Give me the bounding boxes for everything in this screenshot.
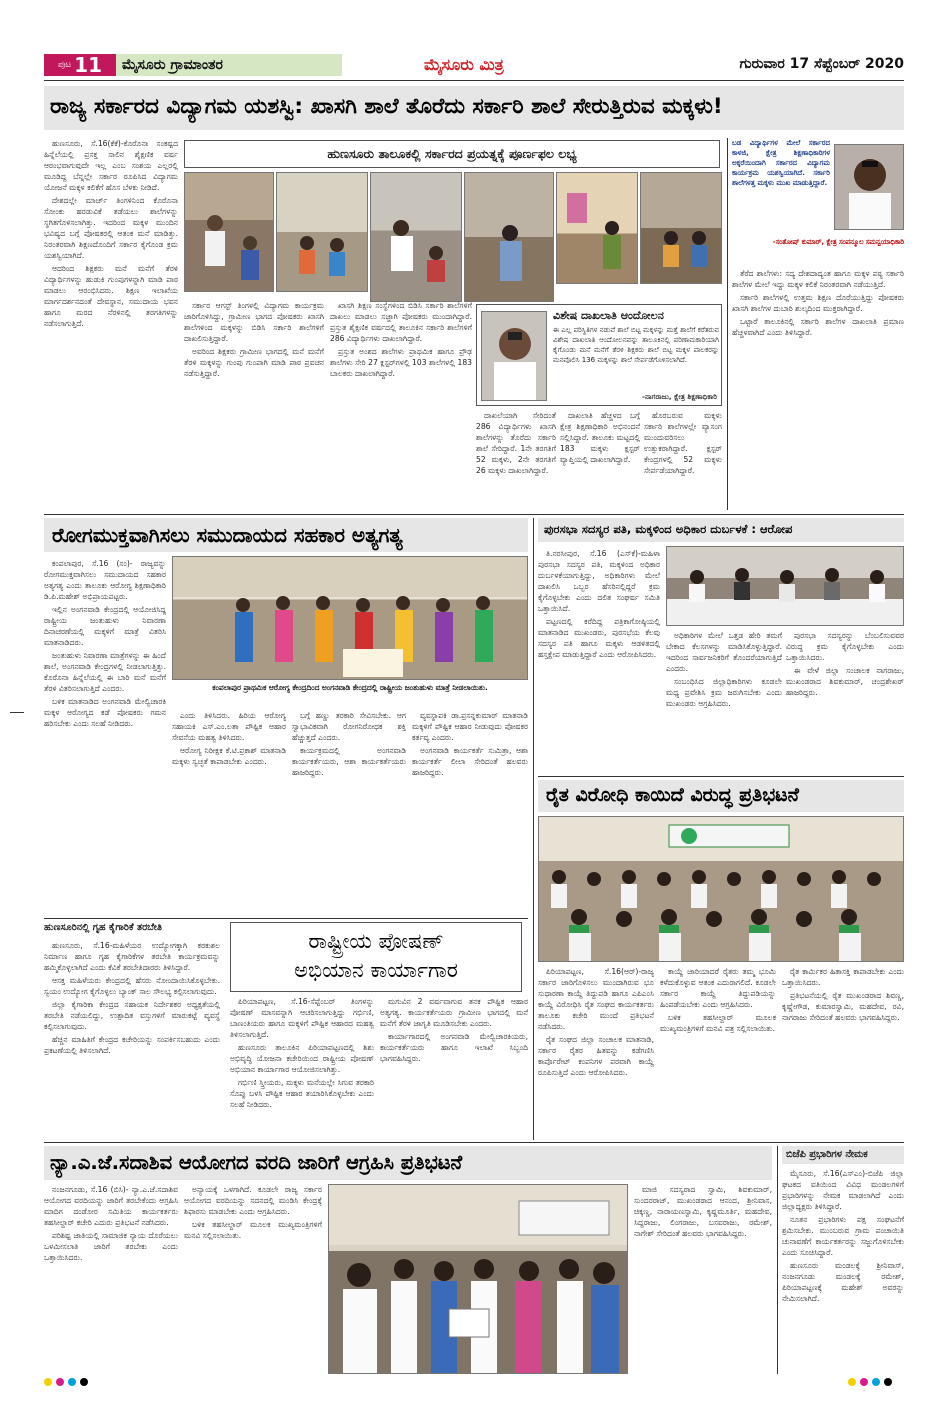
classroom-photo-3 (370, 172, 462, 302)
industry-p3: ಜಿಲ್ಲಾ ಕೈಗಾರಿಕಾ ಕೇಂದ್ರದ ಸಹಾಯಕ ನಿರ್ದೇಶಕರ ಅಧ್ಯಕ್ಷತೆಯಲ್ಲಿ ತರಬೇತಿ ನಡೆಯಲಿದ್ದು, ಉತ್ಪಾದಿತ ವಸ್ತುಗಳಿಗೆ ಮಾರುಕಟ್ಟೆ ವ್ಯವಸ್ಥೆ ಕಲ್ಪಿಸಲಾಗುವುದು. (44, 1000, 220, 1031)
section-name (116, 54, 342, 76)
story-bjp-headline: ಬಿಜೆಪಿ ಪ್ರಭಾರಿಗಳ ನೇಮಕ (786, 1149, 868, 1160)
rule-story4-top (538, 776, 904, 777)
story-farmers-col-1 (538, 966, 654, 1140)
lead-subhead-text: ಹುಣಸೂರು ತಾಲೂಕಲ್ಲಿ ಸರ್ಕಾರದ ಪ್ರಯತ್ನಕ್ಕೆ ಪೂರ್ಣಫಲ ಲಭ್ಯ (327, 146, 577, 161)
profile-heading: ವಿಶೇಷ ದಾಖಲಾತಿ ಆಂದೋಲನ (553, 309, 664, 322)
story-health-headline: ರೋಗಮುಕ್ತವಾಗಿಸಲು ಸಮುದಾಯದ ಸಹಕಾರ ಅತ್ಯಗತ್ಯ (52, 523, 403, 547)
story-commission-col-2 (184, 1184, 322, 1372)
bjp-p2: ನೂತನ ಪ್ರಭಾರಿಗಳು ಪಕ್ಷ ಸಂಘಟನೆಗೆ ಶ್ರಮಿಸಬೇಕು. ಮುಂಬರುವ ಗ್ರಾಮ ಪಂಚಾಯಿತಿ ಚುನಾವಣೆಗೆ ಕಾರ್ಯಕರ್ತರನ್ನು ಸಜ್ಜುಗೊಳಿಸಬೇಕು ಎಂದು ಸೂಚಿಸಿದ್ದಾರೆ. (782, 1215, 904, 1257)
nutrition-p2: ಹುಣಸೂರು ತಾಲೂಕಿನ ಪಿರಿಯಾಪಟ್ಟಣದಲ್ಲಿ ಶಿಶು ಅಭಿವೃದ್ಧಿ ಯೋಜನಾ ಕಚೇರಿಯಿಂದ ರಾಷ್ಟ್ರೀಯ ಪೋಷಣ್ ಅಭಿಯಾನ ಕಾರ್ಯಾಗಾರ ಆಯೋಜಿಸಲಾಗಿತ್ತು. (230, 1043, 374, 1074)
health-p1: ಕಂಪಲಾಪುರ, ಸೆ.16 (ಸಂ)- ರಾಜ್ಯವನ್ನು ರೋಗಮುಕ್ತವಾಗಿಸಲು ಸಮುದಾಯದ ಸಹಕಾರ ಅತ್ಯಗತ್ಯ ಎಂದು ತಾಲೂಕು ಆರೋಗ್ಯ ಶಿಕ್ಷಣಾಧಿಕಾರಿ ಡಿ.ಪಿ.ಮಹೇಶ್ ಅಭಿಪ್ರಾಯಪಟ್ಟರು. (44, 559, 166, 601)
nutrition-headline-2: ಅಭಿಯಾನ ಕಾರ್ಯಾಗಾರ (294, 958, 458, 982)
dot-magenta (56, 1378, 64, 1386)
classroom-photo-1 (184, 172, 274, 292)
classroom-photo-6 (640, 172, 722, 284)
page-number: 11 (74, 53, 103, 77)
health-col2-p2: ಆರೋಗ್ಯ ನಿರೀಕ್ಷಕ ಕೆ.ಟಿ.ಪ್ರಕಾಶ್ ಮಾತನಾಡಿ ಮಕ್ಕಳು ಸ್ವಚ್ಛತೆ ಕಾಪಾಡಬೇಕು ಎಂದರು. (172, 746, 286, 766)
commission-col2-p1: ಅನ್ಯಾಯಕ್ಕೆ ಒಳಗಾಗಿದೆ. ಕೂಡಲೇ ರಾಜ್ಯ ಸರ್ಕಾರ ಆಯೋಗದ ವರದಿಯನ್ನು ಸದನದಲ್ಲಿ ಮಂಡಿಸಿ ಕೇಂದ್ರಕ್ಕೆ ಶಿಫಾರಸು ಮಾಡಬೇಕು ಎಂದು ಆಗ್ರಹಿಸಿದರು. (184, 1185, 322, 1216)
farmers-col3-p1: ರೈತ ಕಾರ್ಮಿಕರ ಹಿತಾಸಕ್ತಿ ಕಾಪಾಡಬೇಕು ಎಂದು ಒತ್ತಾಯಿಸಿದರು. (782, 967, 904, 987)
story-commission-headline-band (44, 1146, 772, 1180)
sidebar-text (732, 268, 904, 510)
lead-col-2 (184, 300, 324, 510)
story-industry-headline: ಹುಣಸೂರಿನಲ್ಲಿ ಗೃಹ ಕೈಗಾರಿಕೆ ತರಬೇತಿ (44, 922, 162, 933)
story-nutrition-col-2 (380, 996, 528, 1140)
section-rule-2 (44, 1142, 904, 1143)
health-col4-p2: ಅಂಗನವಾಡಿ ಕಾರ್ಯಕರ್ತೆ ಸುಮಿತ್ರಾ, ಆಶಾ ಕಾರ್ಯಕರ್ತೆ ಲೀಲಾ ಸೇರಿದಂತೆ ಹಲವರು ಹಾಜರಿದ್ದರು. (412, 746, 528, 777)
farmers-col2-p2: ಬಳಿಕ ತಹಸೀಲ್ದಾರ್ ಮೂಲಕ ಮುಖ್ಯಮಂತ್ರಿಗಳಿಗೆ ಮನವಿ ಪತ್ರ ಸಲ್ಲಿಸಲಾಯಿತು. (660, 1013, 776, 1033)
lead-col-1 (44, 138, 178, 510)
vertical-divider-bottom (777, 1146, 778, 1374)
masthead (44, 52, 904, 80)
issue-date: ಗುರುವಾರ 17 ಸೆಪ್ಟೆಂಬರ್ 2020 (739, 56, 904, 72)
nutrition-headline-1: ರಾಷ್ಟ್ರೀಯ ಪೋಷಣ್ (308, 929, 444, 953)
sidebar-quote-box (732, 138, 904, 262)
lead-headline-band (44, 86, 904, 130)
press-meet-photo (666, 546, 904, 626)
lead-bottom-p1: ದಾಖಲೆಯಾಗಿ ಸೇರಿದಂತೆ 286 ವಿದ್ಯಾರ್ಥಿಗಳು ಖಾಸಗಿ ಶಾಲೆಗಳನ್ನು ತೊರೆದು ಸರ್ಕಾರಿ ಶಾಲೆ ಸೇರಿದ್ದಾರೆ. 1ನೇ ತರಗತಿಗೆ 52 ಮಕ್ಕಳು, 2ನೇ ತರಗತಿಗೆ 26 ಮಕ್ಕಳು ದಾಖಲಾಗಿದ್ದಾರೆ. (476, 411, 556, 475)
council-p1: ತಿ.ನರಸೀಪುರ, ಸೆ.16 (ಎಸ್‌ಕೆ)-ಮಹಿಳಾ ಪುರಸಭಾ ಸದಸ್ಯರ ಪತಿ, ಮಕ್ಕಳಿಂದ ಅಧಿಕಾರ ದುರ್ಬಳಕೆಯಾಗುತ್ತಿದ್ದು, ಅಧಿಕಾರಿಗಳು ಮೇಲೆ ದಾಖಲಿಸಿ ಒಬ್ಬರ ಹೆಸರಿನಲ್ಲಿದ್ದರೆ ಕ್ರಮ ಕೈಗೊಳ್ಳಬೇಕು ಎಂದು ದಲಿತ ಸಂಘರ್ಷ ಸಮಿತಿ ಒತ್ತಾಯಿಸಿದೆ. (538, 549, 660, 613)
dot-black (884, 1378, 892, 1386)
story-industry-body (44, 940, 220, 1140)
story-commission-col-3 (634, 1184, 772, 1372)
health-col3-p1: ಬಗ್ಗೆ ಹಣ್ಣು ತರಕಾರಿ ಸೇವಿಸಬೇಕು. ಆಗ ಸ್ವಾಭಾವಿಕವಾಗಿ ರೋಗನಿರೋಧಕ ಶಕ್ತಿ ಹೆಚ್ಚುತ್ತದೆ ಎಂದರು. (292, 711, 406, 742)
lead-subhead (184, 140, 720, 168)
lead-bottom-p3: ಹೊರಬರುವ ಮಕ್ಕಳು ಸರ್ಕಾರಿ ಶಾಲೆಗಳಲ್ಲೇ ವ್ಯಾಸಂಗ ಮುಂದುವರಿಸಲು ಉತ್ಸುಕರಾಗಿದ್ದಾರೆ. ಕ್ಲಸ್ಟರ್ ಕೇಂದ್ರಗಳಲ್ಲಿ 52 ಮಕ್ಕಳು ಸೇರ್ಪಡೆಯಾಗಿದ್ದಾರೆ. (644, 411, 722, 475)
story-council-headline-band (538, 518, 904, 542)
commission-p2: ಪರಿಶಿಷ್ಟ ಜಾತಿಯಲ್ಲಿ ಸಾಮಾಜಿಕ ನ್ಯಾಯ ದೊರೆಯಲು ಒಳಮೀಸಲಾತಿ ಜಾರಿಗೆ ತರಬೇಕು ಎಂದು ಒತ್ತಾಯಿಸಿದರು. (44, 1231, 178, 1262)
sidebar-quote: ಬಡ ವಿದ್ಯಾರ್ಥಿಗಳ ಮೇಲೆ ಸರ್ಕಾರದ ಕಾಳಜಿ, ಕ್ಷೇತ್ರ ಶಿಕ್ಷಣಾಧಿಕಾರಿಗಳ ಅಕ್ಕರೆಯಿಂದಾಗಿ ಸರ್ಕಾರದ ವಿದ್ಯಾಗಮ ಕಾರ್ಯಕ್ರಮ ಯಶಸ್ವಿಯಾಗಿದೆ. ಸರ್ಕಾರಿ ಶಾಲೆಗಳತ್ತ ಮಕ್ಕಳು ಮುಖ ಮಾಡುತ್ತಿದ್ದಾರೆ. (732, 139, 830, 187)
classroom-photo-2 (276, 172, 368, 292)
rule-story5-top (44, 918, 528, 919)
farmers-p1: ಪಿರಿಯಾಪಟ್ಟಣ, ಸೆ.16(ಆರ್)-ರಾಜ್ಯ ಸರ್ಕಾರ ಜಾರಿಗೊಳಿಸಲು ಮುಂದಾಗಿರುವ ಭೂ ಸುಧಾರಣಾ ಕಾಯ್ದೆ ತಿದ್ದುಪಡಿ ಹಾಗೂ ಎಪಿಎಂಸಿ ಕಾಯ್ದೆ ವಿರೋಧಿಸಿ ರೈತ ಸಂಘದ ಕಾರ್ಯಕರ್ತರು ತಾಲೂಕು ಕಚೇರಿ ಮುಂದೆ ಪ್ರತಿಭಟನೆ ನಡೆಸಿದರು. (538, 967, 654, 1031)
commission-protest-photo (328, 1184, 628, 1374)
profile-text: ಈ ಎಲ್ಲ ಪರಿಸ್ಥಿತಿಗಳ ನಡುವೆ ಶಾಲೆ ಬಿಟ್ಟ ಮಕ್ಕಳನ್ನು ಮತ್ತೆ ಶಾಲೆಗೆ ಕರೆತರುವ ವಿಶೇಷ ದಾಖಲಾತಿ ಆಂದೋಲನವನ್ನು ತಾಲೂಕಿನಲ್ಲಿ ಪರಿಣಾಮಕಾರಿಯಾಗಿ ಕೈಗೊಂಡು ಮನೆ ಮನೆಗೆ ತೆರಳಿ ಶಿಕ್ಷಕರು ಶಾಲೆ ಬಿಟ್ಟ ಮಕ್ಕಳ ಪಾಲಕರನ್ನು ಮನವೊಲಿಸಿ 136 ಮಕ್ಕಳನ್ನು ಶಾಲೆ ಸೇರ್ಪಡೆಗೊಳಿಸಲಾಗಿದೆ. (553, 326, 719, 364)
page-number-badge (44, 54, 116, 76)
lead-p3: ಆದರಿಂದ ಶಿಕ್ಷಕರು ಮನೆ ಮನೆಗೆ ತೆರಳಿ ವಿದ್ಯಾರ್ಥಿಗಳನ್ನು ಹುಡುಕಿ ಗುಂಪುಗಳನ್ನಾಗಿ ಮಾಡಿ ಪಾಠ ಮಾಡಲು ಆರಂಭಿಸಿದರು. ಶಿಕ್ಷಣ ಇಲಾಖೆಯ ಮಾರ್ಗದರ್ಶನದಂತೆ ದೇವಸ್ಥಾನ, ಸಮುದಾಯ ಭವನ ಹಾಗೂ ಮರದ ನೆರಳಿನಲ್ಲಿ ತರಗತಿಗಳನ್ನು ನಡೆಸಲಾಗುತ್ತಿದೆ. (44, 264, 178, 328)
dot-cyan (68, 1378, 76, 1386)
section-label: ಮೈಸೂರು ಗ್ರಾಮಾಂತರ (122, 57, 223, 73)
story-council-headline: ಪುರಸಭಾ ಸದಸ್ಯರ ಪತಿ, ಮಕ್ಕಳಿಂದ ಅಧಿಕಾರ ದುರ್ಬಳಕೆ : ಆರೋಪ (544, 522, 793, 536)
officer-profile-box (476, 304, 722, 406)
sidebar-quote-sign: -ಸಂತೋಷ್ ಕುಮಾರ್, ಕ್ಷೇತ್ರ ಸಂಪನ್ಮೂಲ ಸಮನ್ವಯಾಧಿಕಾರಿ (772, 238, 904, 246)
paper-name: ಮೈಸೂರು ಮಿತ್ರ (424, 55, 504, 74)
commission-col3-p1: ಮಾಜಿ ಸದಸ್ಯರಾದ ಸ್ವಾಮಿ, ಶಿವಕುಮಾರ್, ಸುಂದರರಾಜ್, ಮುಖಂಡರಾದ ಆನಂದ, ಶ್ರೀನಿವಾಸ, ಚಿಕ್ಕಣ್ಣ, ನಾರಾಯಣಸ್ವಾಮಿ, ಕೃಷ್ಣಮೂರ್ತಿ, ಮಹದೇವ, ಸಿದ್ದರಾಜು, ಲಿಂಗರಾಜು, ಬಸವರಾಜು, ರಮೇಶ್, ನಾಗೇಶ್ ಸೇರಿದಂತೆ ಹಲವರು ಭಾಗವಹಿಸಿದ್ದರು. (634, 1185, 772, 1238)
sidebar-p1: ತೆರೆದ ಶಾಲೆಗಳು: ಸದ್ಯ ದೇಶದಾದ್ಯಂತ ಹಾಗೂ ಮಕ್ಕಳ ಪಠ್ಯ ಸರ್ಕಾರಿ ಶಾಲೆಗಳ ಮೇಲೆ ಇದ್ದು ಮಕ್ಕಳ ಕಲಿಕೆ ನಿರಂತರವಾಗಿ ನಡೆಯುತ್ತಿದೆ. (732, 269, 904, 289)
registration-dots-right (848, 1378, 892, 1386)
industry-p2: ಆಸಕ್ತ ಮಹಿಳೆಯರು ಕೇಂದ್ರದಲ್ಲಿ ಹೆಸರು ನೋಂದಾಯಿಸಿಕೊಳ್ಳಬೇಕು. ಸ್ವಯಂ ಉದ್ಯೋಗ ಕೈಗೊಳ್ಳಲು ಬ್ಯಾಂಕ್ ಸಾಲ ಸೌಲಭ್ಯ ಕಲ್ಪಿಸಲಾಗುವುದು. (44, 976, 220, 996)
industry-p1: ಹುಣಸೂರು, ಸೆ.16-ಮಹಿಳೆಯರ ಉದ್ಯೋಗಕ್ಕಾಗಿ ಕರಕುಶಲ ನಿರ್ಮಾಣ ಹಾಗೂ ಗೃಹ ಕೈಗಾರಿಕೆಗಳ ತರಬೇತಿ ಕಾರ್ಯಕ್ರಮವನ್ನು ಹಮ್ಮಿಕೊಳ್ಳಲಾಗಿದೆ ಎಂದು ಕೆವಿಕೆ ತರಬೇತಿದಾರರು ತಿಳಿಸಿದ್ದಾರೆ. (44, 941, 220, 972)
officer-portrait (481, 311, 547, 401)
story-council-col-3 (786, 630, 904, 772)
story-health-col-3 (292, 710, 406, 914)
sidebar-p3: ಒಟ್ಟಾರೆ ತಾಲೂಕಿನಲ್ಲಿ ಸರ್ಕಾರಿ ಶಾಲೆಗಳ ದಾಖಲಾತಿ ಪ್ರಮಾಣ ಹೆಚ್ಚಳವಾಗಿದೆ ಎಂದು ತಿಳಿಸಿದ್ದಾರೆ. (732, 317, 904, 337)
health-col4-p1: ವ್ಯವಸ್ಥಾಪಕಿ ಡಾ.ಪ್ರಸನ್ನಕುಮಾರ್ ಮಾತನಾಡಿ ಮಕ್ಕಳಿಗೆ ಪೌಷ್ಟಿಕ ಆಹಾರ ನೀಡುವುದು ಪೋಷಕರ ಕರ್ತವ್ಯ ಎಂದರು. (412, 711, 528, 742)
classroom-photo-5 (556, 172, 638, 284)
story-commission-headline: ನ್ಯಾ.ಎ.ಜೆ.ಸದಾಶಿವ ಆಯೋಗದ ವರದಿ ಜಾರಿಗೆ ಆಗ್ರಹಿಸಿ ಪ್ರತಿಭಟನೆ (50, 1151, 463, 1174)
deworming-event-photo (172, 556, 528, 680)
section-rule-1 (44, 514, 904, 515)
coordinator-portrait (834, 144, 904, 230)
story-farmers-col-2 (660, 966, 776, 1140)
lead-col-3 (330, 300, 472, 510)
lead-bottom-3 (644, 410, 722, 510)
nutrition-col2-p2: ಕಾರ್ಯಾಗಾರದಲ್ಲಿ ಅಂಗನವಾಡಿ ಮೇಲ್ವಿಚಾರಕಿಯರು, ಕಾರ್ಯಕರ್ತೆಯರು ಹಾಗೂ ಇಲಾಖೆ ಸಿಬ್ಬಂದಿ ಭಾಗವಹಿಸಿದ್ದರು. (380, 1032, 528, 1063)
story-farmers-headline-band (538, 780, 904, 812)
health-col2-p1: ಎಂದು ತಿಳಿಸಿದರು. ಹಿರಿಯ ಆರೋಗ್ಯ ಸಹಾಯಕಿ ಎಸ್.ಎಂ.ಲತಾ ಪೌಷ್ಟಿಕ ಆಹಾರ ಸೇವನೆಯ ಮಹತ್ವ ತಿಳಿಸಿದರು. (172, 711, 286, 742)
farmers-col2-p1: ಕಾಯ್ದೆ ಜಾರಿಯಾದರೆ ರೈತರು ತಮ್ಮ ಭೂಮಿ ಕಳೆದುಕೊಳ್ಳುವ ಆತಂಕ ಎದುರಾಗಲಿದೆ. ಕೂಡಲೇ ಸರ್ಕಾರ ಕಾಯ್ದೆ ತಿದ್ದುಪಡಿಯನ್ನು ಹಿಂಪಡೆಯಬೇಕು ಎಂದು ಆಗ್ರಹಿಸಿದರು. (660, 967, 776, 1009)
council-col2-p1: ಅಧಿಕಾರಿಗಳ ಮೇಲೆ ಒತ್ತಡ ಹೇರಿ ತಮಗೆ ಬೇಕಾದ ಕೆಲಸಗಳನ್ನು ಮಾಡಿಸಿಕೊಳ್ಳುತ್ತಿದ್ದಾರೆ. ಇದರಿಂದ ಸಾರ್ವಜನಿಕರಿಗೆ ತೊಂದರೆಯಾಗುತ್ತಿದೆ ಎಂದರು. (666, 631, 782, 673)
farmers-col3-p2: ಪ್ರತಿಭಟನೆಯಲ್ಲಿ ರೈತ ಮುಖಂಡರಾದ ಶಿವಣ್ಣ, ಕೃಷ್ಣೇಗೌಡ, ಕುಮಾರಸ್ವಾಮಿ, ಮಹದೇವ, ರವಿ, ನಾಗರಾಜು ಸೇರಿದಂತೆ ಹಲವರು ಭಾಗವಹಿಸಿದ್ದರು. (782, 991, 904, 1022)
deworming-photo-caption: ಕಂಪಲಾಪುರ ಪ್ರಾಥಮಿಕ ಆರೋಗ್ಯ ಕೇಂದ್ರದಿಂದ ಅಂಗನವಾಡಿ ಕೇಂದ್ರದಲ್ಲಿ ರಾಷ್ಟ್ರೀಯ ಜಂತುಹುಳು ಮಾತ್ರೆ ನೀಡಲಾಯಿತು. (212, 683, 488, 692)
vertical-divider-mid (533, 518, 534, 1140)
lead-col3-p2: ಪ್ರಸ್ತುತ ಅಂಶದ ಶಾಲೆಗಳು ಪ್ರಾಥಮಿಕ ಹಾಗೂ ಪ್ರೌಢ ಶಾಲೆಗಳು ಸೇರಿ 27 ಕ್ಲಸ್ಟರ್‌ಗಳಲ್ಲಿ 103 ಶಾಲೆಗಳಲ್ಲಿ 183 ಬಾಲಕರು ದಾಖಲಾಗಿದ್ದಾರೆ. (330, 347, 472, 378)
dot-cyan (872, 1378, 880, 1386)
registration-dots-left (44, 1378, 88, 1386)
story-nutrition-col-1 (230, 996, 374, 1140)
story-health-headline-band (44, 518, 528, 552)
page-label: ಪುಟ (57, 60, 72, 70)
dot-yellow (44, 1378, 52, 1386)
farmers-protest-photo (538, 816, 904, 962)
nutrition-p1: ಪಿರಿಯಾಪಟ್ಟಣ, ಸೆ.16-ಸೆಪ್ಟೆಂಬರ್ ತಿಂಗಳನ್ನು ಪೋಷಣ್ ಮಾಸವನ್ನಾಗಿ ಆಚರಿಸಲಾಗುತ್ತಿದ್ದು ಗರ್ಭಿಣಿ, ಬಾಣಂತಿಯರು ಹಾಗೂ ಮಕ್ಕಳಿಗೆ ಪೌಷ್ಟಿಕ ಆಹಾರದ ಮಹತ್ವ ತಿಳಿಸಲಾಗುತ್ತಿದೆ. (230, 997, 374, 1039)
council-col3-p2: ಈ ವೇಳೆ ಜಿಲ್ಲಾ ಸಂಚಾಲಕ ನಾಗರಾಜು, ಮುಖಂಡರಾದ ಶಿವಕುಮಾರ್, ಚಂದ್ರಶೇಖರ್ ಹಾಜರಿದ್ದರು. (786, 666, 904, 697)
story-farmers-headline: ರೈತ ವಿರೋಧಿ ಕಾಯಿದೆ ವಿರುದ್ಧ ಪ್ರತಿಭಟನೆ (546, 784, 799, 806)
health-p4: ಬಳಿಕ ಮಾತನಾಡಿದ ಅಂಗನವಾಡಿ ಮೇಲ್ವಿಚಾರಕಿ ಮಕ್ಕಳ ಆರೋಗ್ಯದ ಕಡೆ ಪೋಷಕರು ಗಮನ ಹರಿಸಬೇಕು ಎಂದು ಸಲಹೆ ನೀಡಿದರು. (44, 697, 166, 728)
story-bjp-body (782, 1168, 904, 1374)
story-health-col-2 (172, 710, 286, 914)
story-bjp-headline-band (782, 1146, 904, 1164)
lead-col3-p1: ಖಾಸಗಿ ಶಿಕ್ಷಣ ಸಂಸ್ಥೆಗಳಿಂದ ಬಿಡಿಸಿ ಸರ್ಕಾರಿ ಶಾಲೆಗಳಿಗೆ ದಾಖಲು ಮಾಡಲು ಸಜ್ಜಾಗಿ ಪೋಷಕರು ಮುಂದಾಗಿದ್ದಾರೆ. ಪ್ರಸ್ತುತ ಶೈಕ್ಷಣಿಕ ವರ್ಷದಲ್ಲಿ ತಾಲೂಕಿನ ಸರ್ಕಾರಿ ಶಾಲೆಗಳಿಗೆ 286 ವಿದ್ಯಾರ್ಥಿಗಳು ದಾಖಲಾಗಿದ್ದಾರೆ. (330, 301, 472, 343)
nutrition-p3: ಗರ್ಭಿಣಿ ಸ್ತ್ರೀಯರು, ಮಕ್ಕಳು ಮನೆಯಲ್ಲೇ ಸಿಗುವ ತರಕಾರಿ ಸೊಪ್ಪು ಬಳಸಿ ಪೌಷ್ಟಿಕ ಆಹಾರ ತಯಾರಿಸಿಕೊಳ್ಳಬೇಕು ಎಂದು ಸಲಹೆ ನೀಡಿದರು. (230, 1078, 374, 1109)
health-p3: ಜಂತುಹುಳು ನಿವಾರಣಾ ಮಾತ್ರೆಗಳನ್ನು ಈ ಹಿಂದೆ ಶಾಲೆ, ಅಂಗನವಾಡಿ ಕೇಂದ್ರಗಳಲ್ಲಿ ನೀಡಲಾಗುತ್ತಿತ್ತು. ಕೊರೊನಾ ಹಿನ್ನೆಲೆಯಲ್ಲಿ ಈ ಬಾರಿ ಮನೆ ಮನೆಗೆ ತೆರಳಿ ವಿತರಿಸಲಾಗುತ್ತಿದೆ ಎಂದರು. (44, 651, 166, 693)
sidebar-p2: ಸರ್ಕಾರಿ ಶಾಲೆಗಳಲ್ಲಿ ಉತ್ತಮ ಶಿಕ್ಷಣ ದೊರೆಯುತ್ತಿದ್ದು ಪೋಷಕರು ಖಾಸಗಿ ಶಾಲೆಗಳ ದುಬಾರಿ ಶುಲ್ಕದಿಂದ ಮುಕ್ತರಾಗಿದ್ದಾರೆ. (732, 293, 904, 313)
story-commission-col-1 (44, 1184, 178, 1372)
story-farmers-col-3 (782, 966, 904, 1140)
masthead-rule (44, 80, 904, 81)
health-col3-p2: ಕಾರ್ಯಕ್ರಮದಲ್ಲಿ ಅಂಗನವಾಡಿ ಕಾರ್ಯಕರ್ತೆಯರು, ಆಶಾ ಕಾರ್ಯಕರ್ತೆಯರು ಹಾಜರಿದ್ದರು. (292, 746, 406, 777)
industry-p4: ಹೆಚ್ಚಿನ ಮಾಹಿತಿಗೆ ಕೇಂದ್ರದ ಕಚೇರಿಯನ್ನು ಸಂಪರ್ಕಿಸಬಹುದು ಎಂದು ಪ್ರಕಟಣೆಯಲ್ಲಿ ತಿಳಿಸಲಾಗಿದೆ. (44, 1035, 220, 1055)
council-col3-p1: ಪುರಸಭಾ ಸದಸ್ಯರನ್ನು ಬೆಂಬಲಿಸುವವರ ವಿರುದ್ಧ ಕ್ರಮ ಕೈಗೊಳ್ಳಬೇಕು ಎಂದು ಒತ್ತಾಯಿಸಿದರು. (786, 631, 904, 662)
council-col2-p2: ಸಂಬಂಧಿಸಿದ ಜಿಲ್ಲಾಧಿಕಾರಿಗಳು ಕೂಡಲೇ ಮಧ್ಯ ಪ್ರವೇಶಿಸಿ ಕ್ರಮ ಜರುಗಿಸಬೇಕು ಎಂದು ಮುಖಂಡರು ಆಗ್ರಹಿಸಿದರು. (666, 677, 782, 708)
nutrition-col2-p1: ಮಗುವಿನ 2 ವರ್ಷವಾಗುವ ತನಕ ಪೌಷ್ಟಿಕ ಆಹಾರ ಅತ್ಯಗತ್ಯ. ಕಾರ್ಯಕರ್ತೆಯರು ಗ್ರಾಮೀಣ ಭಾಗದಲ್ಲಿ ಮನೆ ಮನೆಗೆ ತೆರಳಿ ಜಾಗೃತಿ ಮೂಡಿಸಬೇಕು ಎಂದರು. (380, 997, 528, 1028)
commission-col2-p2: ಬಳಿಕ ತಹಸೀಲ್ದಾರ್ ಮೂಲಕ ಮುಖ್ಯಮಂತ್ರಿಗಳಿಗೆ ಮನವಿ ಸಲ್ಲಿಸಲಾಯಿತು. (184, 1220, 322, 1240)
lead-p2: ದೇಶದಲ್ಲೇ ಮಾರ್ಚ್ ತಿಂಗಳಿನಿಂದ ಕೊರೊನಾ ಸೋಂಕು ಹರಡುವಿಕೆ ತಡೆಯಲು ಶಾಲೆಗಳನ್ನು ಸ್ಥಗಿತಗೊಳಿಸಲಾಗಿತ್ತು. ಇದರಿಂದ ಮಕ್ಕಳ ಮುಂದಿನ ಭವಿಷ್ಯದ ಬಗ್ಗೆ ಪೋಷಕರಲ್ಲಿ ಆತಂಕ ಮನೆ ಮಾಡಿತ್ತು. ನಿರಂತರವಾಗಿ ಶಿಕ್ಷಣದೊಂದಿಗೆ ಸರ್ಕಾರ ಕೈಗೊಂಡ ಕ್ರಮ ಯಶಸ್ವಿಯಾಗಿದೆ. (44, 196, 178, 260)
story-nutrition-headline-box (230, 922, 522, 992)
council-p2: ಪಟ್ಟಣದಲ್ಲಿ ಕರೆದಿದ್ದ ಪತ್ರಿಕಾಗೋಷ್ಠಿಯಲ್ಲಿ ಮಾತನಾಡಿದ ಮುಖಂಡರು, ಪುರಸಭೆಯ ಕೆಲವು ಸದಸ್ಯರ ಪತಿ ಹಾಗೂ ಮಕ್ಕಳು ಆಡಳಿತದಲ್ಲಿ ಹಸ್ತಕ್ಷೇಪ ಮಾಡುತ್ತಿದ್ದಾರೆ ಎಂದು ಆರೋಪಿಸಿದರು. (538, 617, 660, 659)
bjp-p3: ಹುಣಸೂರು ಮಂಡಲಕ್ಕೆ ಶ್ರೀನಿವಾಸ್, ನಂಜನಗೂಡು ಮಂಡಲಕ್ಕೆ ರಮೇಶ್, ಪಿರಿಯಾಪಟ್ಟಣಕ್ಕೆ ಮಹೇಶ್ ಅವರನ್ನು ನೇಮಿಸಲಾಗಿದೆ. (782, 1261, 904, 1303)
classroom-photo-4 (464, 172, 554, 302)
dot-magenta (860, 1378, 868, 1386)
sidebar-divider (727, 138, 728, 510)
lead-bottom-p2: ದಾಖಲಾತಿ ಹೆಚ್ಚಳದ ಬಗ್ಗೆ ಕ್ಷೇತ್ರ ಶಿಕ್ಷಣಾಧಿಕಾರಿ ಅಭಿನಂದನೆ ಸಲ್ಲಿಸಿದ್ದಾರೆ. ತಾಲೂಕು ಮಟ್ಟದಲ್ಲಿ 183 ಮಕ್ಕಳು ಕ್ಲಸ್ಟರ್ ವ್ಯಾಪ್ತಿಯಲ್ಲಿ ದಾಖಲಾಗಿದ್ದಾರೆ. (560, 411, 640, 464)
lead-bottom-2 (560, 410, 640, 510)
lead-col2-p1: ಸರ್ಕಾರ ಆಗಸ್ಟ್ ತಿಂಗಳಲ್ಲಿ ವಿದ್ಯಾಗಮ ಕಾರ್ಯಕ್ರಮ ಜಾರಿಗೊಳಿಸಿದ್ದು, ಗ್ರಾಮೀಣ ಭಾಗದ ಪೋಷಕರು ಖಾಸಗಿ ಶಾಲೆಗಳಿಂದ ಮಕ್ಕಳನ್ನು ಬಿಡಿಸಿ ಸರ್ಕಾರಿ ಶಾಲೆಗಳಿಗೆ ದಾಖಲಿಸುತ್ತಿದ್ದಾರೆ. (184, 301, 324, 343)
story-health-col-1 (44, 558, 166, 914)
lead-bottom-1 (476, 410, 556, 510)
dot-black (80, 1378, 88, 1386)
lead-headline: ರಾಜ್ಯ ಸರ್ಕಾರದ ವಿದ್ಯಾಗಮ ಯಶಸ್ವಿ: ಖಾಸಗಿ ಶಾಲೆ ತೊರೆದು ಸರ್ಕಾರಿ ಶಾಲೆ ಸೇರುತ್ತಿರುವ ಮಕ್ಕಳು! (50, 94, 723, 119)
lead-p1: ಹುಣಸೂರು, ಸೆ.16(ಕೆಕೆ)-ಕೊರೊನಾ ಸಂಕಷ್ಟದ ಹಿನ್ನೆಲೆಯಲ್ಲಿ ಪ್ರಸಕ್ತ ಸಾಲಿನ ಶೈಕ್ಷಣಿಕ ವರ್ಷ ಆರಂಭವಾಗುವುದೇ ಇಲ್ಲ ಎಂಬ ಸಂಶಯ ಎಲ್ಲರಲ್ಲಿ ಮೂಡಿದ್ದ ಬೆನ್ನಲ್ಲೇ ಸರ್ಕಾರ ರೂಪಿಸಿದ ವಿದ್ಯಾಗಮ ಯೋಜನೆ ಮಕ್ಕಳ ಕಲಿಕೆಗೆ ಹೊಸ ಬೆಳಕು ನೀಡಿದೆ. (44, 139, 178, 192)
story-council-col-1 (538, 548, 660, 772)
dot-yellow (848, 1378, 856, 1386)
margin-mark (10, 712, 24, 713)
lead-col2-p2: ಅವರಿಂದ ಶಿಕ್ಷಕರು ಗ್ರಾಮೀಣ ಭಾಗದಲ್ಲಿ ಮನೆ ಮನೆಗೆ ತೆರಳಿ ಮಕ್ಕಳನ್ನು ಗುಂಪು ಗುಂಪಾಗಿ ಮಾಡಿ ಪಾಠ ಪ್ರವಚನ ನಡೆಸುತ್ತಿದ್ದಾರೆ. (184, 347, 324, 378)
commission-p1: ನಂಜನಗೂಡು, ಸೆ.16 (ಬಿಸಿ)- ನ್ಯಾ.ಎ.ಜೆ.ಸದಾಶಿವ ಆಯೋಗದ ವರದಿಯನ್ನು ಜಾರಿಗೆ ತರಬೇಕೆಂದು ಆಗ್ರಹಿಸಿ ಮಾದಿಗ ದಂಡೋರ ಸಮಿತಿಯ ಕಾರ್ಯಕರ್ತರು ತಹಸೀಲ್ದಾರ್ ಕಚೇರಿ ಎದುರು ಪ್ರತಿಭಟನೆ ನಡೆಸಿದರು. (44, 1185, 178, 1227)
story-health-col-4 (412, 710, 528, 914)
bjp-p1: ಮೈಸೂರು, ಸೆ.16(ಎಸ್‌ಎಂ)-ಬಿಜೆಪಿ ಜಿಲ್ಲಾ ಘಟಕದ ವತಿಯಿಂದ ವಿವಿಧ ಮಂಡಲಗಳಿಗೆ ಪ್ರಭಾರಿಗಳನ್ನು ನೇಮಕ ಮಾಡಲಾಗಿದೆ ಎಂದು ಜಿಲ್ಲಾಧ್ಯಕ್ಷರು ತಿಳಿಸಿದ್ದಾರೆ. (782, 1169, 904, 1211)
health-p2: ಇಲ್ಲಿನ ಅಂಗನವಾಡಿ ಕೇಂದ್ರದಲ್ಲಿ ಆಯೋಜಿಸಿದ್ದ ರಾಷ್ಟ್ರೀಯ ಜಂತುಹುಳು ನಿವಾರಣಾ ದಿನಾಚರಣೆಯಲ್ಲಿ ಮಕ್ಕಳಿಗೆ ಮಾತ್ರೆ ವಿತರಿಸಿ ಮಾತನಾಡಿದರು. (44, 605, 166, 647)
story-council-col-2 (666, 630, 782, 772)
profile-sign: -ನಾಗರಾಜು, ಕ್ಷೇತ್ರ ಶಿಕ್ಷಣಾಧಿಕಾರಿ (642, 392, 717, 401)
farmers-p2: ರೈತ ಸಂಘದ ಜಿಲ್ಲಾ ಸಂಚಾಲಕ ಮಾತನಾಡಿ, ಸರ್ಕಾರ ರೈತರ ಹಿತವನ್ನು ಕಡೆಗಣಿಸಿ ಕಾರ್ಪೊರೇಟ್ ಕಂಪನಿಗಳ ಪರವಾಗಿ ಕಾಯ್ದೆ ರೂಪಿಸುತ್ತಿದೆ ಎಂದು ಆರೋಪಿಸಿದರು. (538, 1035, 654, 1077)
